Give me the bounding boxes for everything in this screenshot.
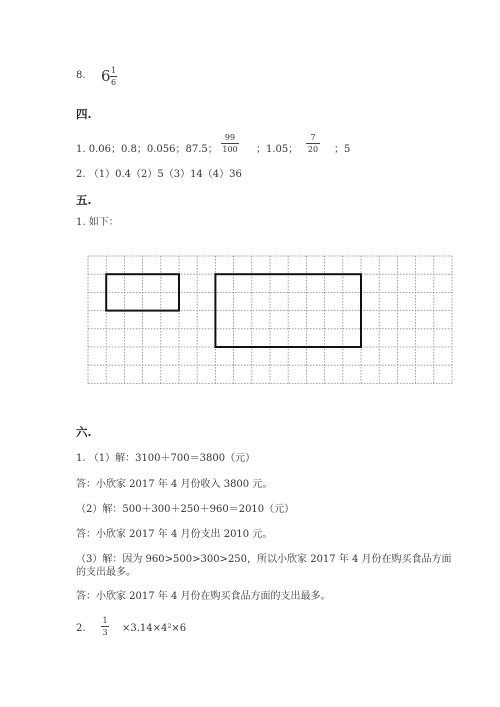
- section-4-line-1c: ；5: [334, 144, 351, 155]
- section-4-line-1b: ；1.05；: [256, 144, 299, 155]
- fraction-numerator: 7: [310, 133, 316, 142]
- fraction-7-20: [306, 133, 320, 154]
- section-4-line-2: 2. （1）0.4（2）5（3）14（4）36: [76, 169, 242, 180]
- fraction-numerator: 99: [224, 133, 236, 142]
- section-6-line-8-expression: ×3.14×4²×6: [122, 623, 187, 634]
- fraction-denominator: 6: [110, 78, 117, 87]
- section-6-line-6: 的支出最多。: [76, 567, 136, 578]
- section-6-line-7: 答：小欣家 2017 年 4 月份在购买食品方面的支出最多。: [76, 591, 331, 602]
- section-6-line-1: 1. （1）解：3100＋700＝3800（元）: [76, 453, 256, 464]
- section-6-heading: 六.: [76, 425, 92, 439]
- fraction-denominator: 20: [307, 145, 319, 154]
- fraction-99-100: [221, 133, 239, 154]
- fraction-1-3: [101, 616, 109, 637]
- dotted-grid: [82, 252, 462, 394]
- fraction-denominator: 100: [222, 145, 238, 154]
- fraction-numerator: 1: [102, 616, 108, 625]
- section-4-line-1a: 1. 0.06；0.8；0.056；87.5；: [76, 144, 218, 155]
- item-8-label: 8.: [76, 70, 86, 81]
- fraction-numerator: 1: [110, 66, 117, 75]
- section-6-line-3: （2）解：500＋300＋250＋960＝2010（元）: [76, 504, 295, 515]
- section-6-line-4: 答：小欣家 2017 年 4 月份支出 2010 元。: [76, 529, 273, 540]
- section-6-line-8-label: 2.: [76, 623, 86, 634]
- section-4-heading: 四.: [76, 107, 92, 121]
- fraction-denominator: 3: [102, 628, 108, 637]
- mixed-number-whole: 6: [101, 67, 111, 85]
- section-5-line-1: 1. 如下：: [76, 217, 119, 228]
- section-6-line-2: 答：小欣家 2017 年 4 月份收入 3800 元。: [76, 479, 273, 490]
- mixed-number-fraction: [110, 66, 117, 87]
- section-5-heading: 五.: [76, 193, 92, 207]
- section-6-line-5: （3）解：因为 960>500>300>250，所以小欣家 2017 年 4 月份在购买食品方面: [76, 554, 452, 565]
